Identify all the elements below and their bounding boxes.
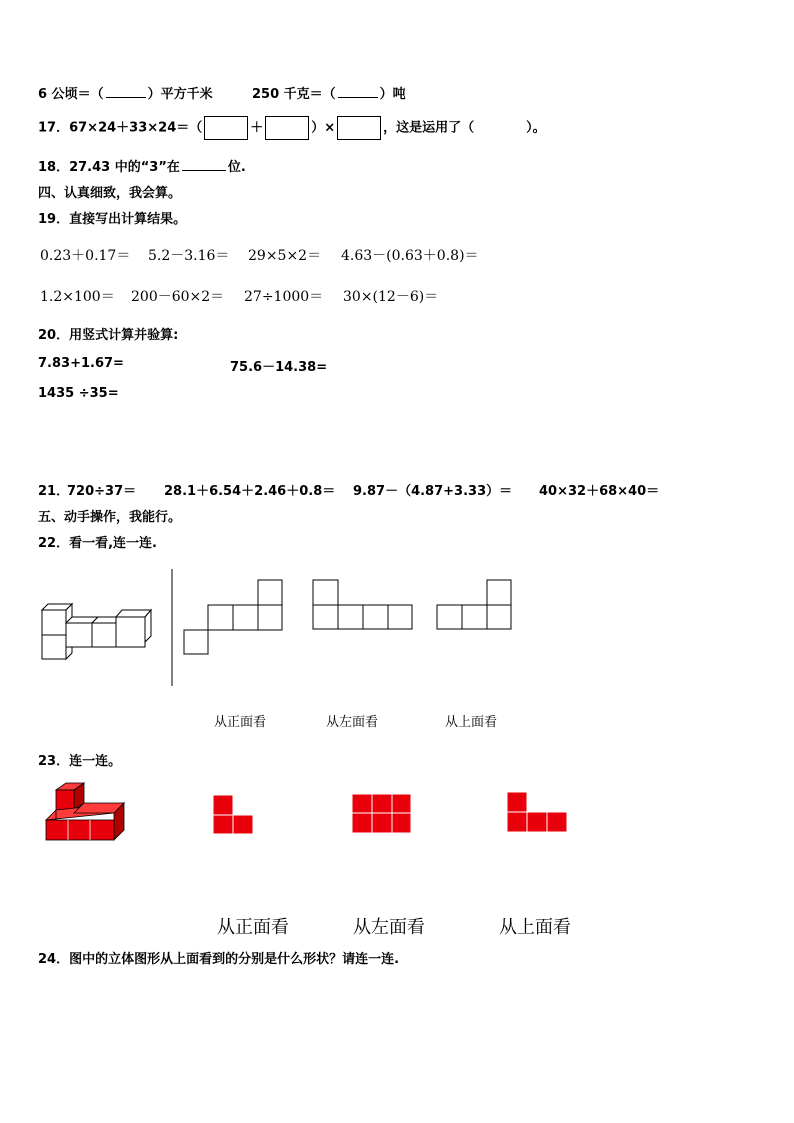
view-label-front: 从正面看 <box>214 715 267 730</box>
calc-item: 30×(12－6)＝ <box>343 289 439 305</box>
red-view-1[interactable] <box>213 795 253 834</box>
q17-tail: ，这是运用了（ ）。 <box>383 120 546 136</box>
calc-item: 9.87－（4.87+3.33）＝ <box>353 484 513 499</box>
calc-item: 28.1＋6.54＋2.46＋0.8＝ <box>164 484 336 499</box>
calc-item: 5.2－3.16＝ <box>148 248 230 264</box>
view-label-top: 从上面看 <box>499 917 571 938</box>
q18-text: 18．27.43 中的“3”在 <box>38 160 180 175</box>
times-sign: ）× <box>311 120 336 136</box>
vertical-calc-item: 7.83+1.67= <box>38 356 124 371</box>
calc-item: 27÷1000＝ <box>244 289 324 305</box>
q17-expression: 67×24＋33×24＝（ <box>69 120 203 136</box>
q22-title: 22．看一看,连一连. <box>38 536 157 551</box>
vertical-calc-item: 1435 ÷35= <box>38 386 119 401</box>
calc-item: 4.63－(0.63＋0.8)＝ <box>341 248 479 264</box>
q24-title: 24．图中的立体图形从上面看到的分别是什么形状？请连一连. <box>38 952 400 967</box>
calc-item: 200－60×2＝ <box>131 289 225 305</box>
red-view-2[interactable] <box>352 794 411 833</box>
plus-sign: ＋ <box>250 120 264 136</box>
view-label-left: 从左面看 <box>353 917 425 938</box>
view-label-left: 从左面看 <box>326 715 379 730</box>
view-shape-1[interactable] <box>184 580 282 654</box>
calc-item: 29×5×2＝ <box>248 248 322 264</box>
view-label-top: 从上面看 <box>445 715 498 730</box>
view-shape-3[interactable] <box>437 580 511 629</box>
q16-a-prefix: 6 公顷＝（ <box>38 87 104 102</box>
q16-a-suffix: ）平方千米 <box>147 87 213 102</box>
section-heading-4: 四、认真细致，我会算。 <box>38 186 182 201</box>
q18-suffix: 位. <box>227 160 246 175</box>
red-cube-solid[interactable] <box>46 783 124 840</box>
calc-item: 720÷37＝ <box>67 484 137 499</box>
question-number: 21． <box>38 484 70 499</box>
question-number: 17． <box>38 120 70 136</box>
q23-title: 23．连一连。 <box>38 754 122 769</box>
calc-item: 0.23＋0.17＝ <box>40 248 131 264</box>
q16-b-suffix: ）吨 <box>379 87 406 102</box>
calc-item: 40×32＋68×40＝ <box>539 484 660 499</box>
red-view-3[interactable] <box>507 792 567 832</box>
calc-item: 1.2×100＝ <box>40 289 115 305</box>
section-heading-5: 五、动手操作，我能行。 <box>38 510 182 525</box>
white-cube-solid[interactable] <box>42 604 151 659</box>
view-label-front: 从正面看 <box>217 917 289 938</box>
q20-title: 20．用竖式计算并验算: <box>38 328 179 343</box>
q19-title: 19．直接写出计算结果。 <box>38 212 187 227</box>
view-shape-2[interactable] <box>313 580 412 629</box>
q16-b-prefix: 250 千克＝（ <box>252 87 336 102</box>
vertical-calc-item: 75.6－14.38= <box>230 360 328 375</box>
